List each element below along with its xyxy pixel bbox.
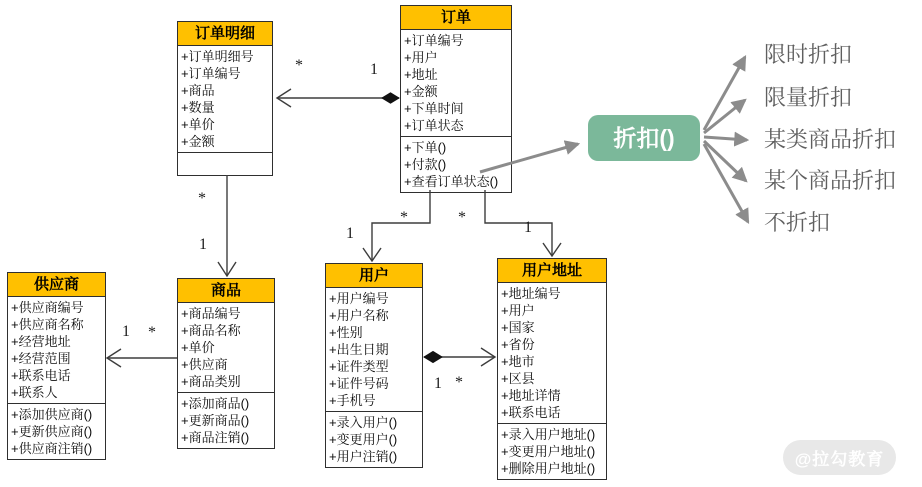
attribute: +经营范围 [11, 351, 71, 366]
attribute: +金额 [181, 134, 215, 149]
multiplicity-star: * [458, 209, 466, 226]
attribute: +单价 [181, 117, 215, 132]
watermark-text: @拉勾教育 [794, 450, 885, 469]
open-arrowhead [218, 262, 236, 276]
attribute: +用户 [501, 303, 535, 318]
class-supplier-attributes [8, 297, 105, 403]
class-supplier [7, 272, 106, 460]
attribute: +省份 [501, 337, 535, 352]
class-order-attributes [401, 30, 511, 136]
method: +供应商注销() [11, 441, 93, 456]
attribute: +下单时间 [404, 101, 464, 116]
open-arrowhead [481, 348, 495, 366]
attribute: +联系电话 [11, 368, 71, 383]
class-order [400, 5, 512, 193]
arrow-discount-to-type-1 [704, 57, 745, 130]
attribute: +用户名称 [329, 308, 389, 323]
class-supplier-methods [8, 403, 105, 459]
method: +下单() [404, 140, 447, 155]
multiplicity-star: * [400, 209, 408, 226]
attribute: +地市 [501, 354, 535, 369]
attribute: +订单明细号 [181, 49, 254, 64]
attribute: +联系人 [11, 385, 58, 400]
composition-diamond [424, 352, 442, 363]
class-product-title: 商品 [178, 279, 274, 303]
attribute: +出生日期 [329, 342, 389, 357]
arrow-discount-to-type-4 [704, 141, 746, 181]
discount-type-label: 某个商品折扣 [764, 168, 897, 193]
attribute: +手机号 [329, 393, 376, 408]
method: +付款() [404, 157, 447, 172]
method: +添加供应商() [11, 407, 93, 422]
attribute: +性别 [329, 325, 363, 340]
multiplicity-one: 1 [122, 323, 130, 340]
attribute: +供应商名称 [11, 317, 84, 332]
class-user-address-methods [498, 423, 606, 479]
class-user-address-attributes [498, 283, 606, 423]
attribute: +金额 [404, 84, 438, 99]
attribute: +地址详情 [501, 388, 561, 403]
attribute: +经营地址 [11, 334, 71, 349]
arrow-discount-to-type-5 [704, 144, 748, 222]
class-user-methods [326, 411, 422, 467]
attribute: +地址编号 [501, 286, 561, 301]
multiplicity-star: * [148, 324, 156, 341]
class-order-title: 订单 [401, 6, 511, 30]
multiplicity-star: * [295, 57, 303, 74]
composition-diamond [382, 93, 399, 103]
attribute: +订单编号 [404, 33, 464, 48]
arrow-discount-to-type-2 [704, 100, 745, 133]
discount-type-label: 限时折扣 [764, 42, 853, 67]
multiplicity-one: 1 [370, 61, 378, 78]
discount-type-label: 不折扣 [764, 210, 831, 235]
class-order-detail-attributes [178, 46, 272, 152]
association-order-address-line [485, 190, 552, 256]
multiplicity-one: 1 [524, 219, 532, 236]
attribute: +用户编号 [329, 291, 389, 306]
class-product-attributes [178, 303, 274, 392]
open-arrowhead [107, 349, 121, 367]
method: +变更用户() [329, 432, 398, 447]
class-order-methods [401, 136, 511, 192]
discount-type-label: 某类商品折扣 [764, 127, 897, 152]
method: +录入用户() [329, 415, 398, 430]
method: +删除用户地址() [501, 461, 596, 476]
method: +更新商品() [181, 413, 250, 428]
class-user-title: 用户 [326, 264, 422, 288]
class-order-detail-title: 订单明细 [178, 22, 272, 46]
method: +商品注销() [181, 430, 250, 445]
method: +添加商品() [181, 396, 250, 411]
method: +查看订单状态() [404, 174, 499, 189]
discount-node: 折扣() [588, 115, 700, 161]
attribute: +商品名称 [181, 323, 241, 338]
class-order-detail [177, 21, 273, 176]
attribute: +商品类别 [181, 374, 241, 389]
attribute: +订单编号 [181, 66, 241, 81]
class-product-methods [178, 392, 274, 448]
method: +更新供应商() [11, 424, 93, 439]
multiplicity-one: 1 [199, 236, 207, 253]
multiplicity-star: * [455, 374, 463, 391]
arrow-discount-to-type-3 [704, 137, 747, 140]
discount-type-label: 限量折扣 [764, 85, 853, 110]
attribute: +地址 [404, 67, 438, 82]
class-order-detail-methods-empty [178, 152, 272, 175]
attribute: +单价 [181, 340, 215, 355]
class-user-attributes [326, 288, 422, 411]
attribute: +供应商 [181, 357, 228, 372]
multiplicity-one: 1 [346, 225, 354, 242]
attribute: +订单状态 [404, 118, 464, 133]
open-arrowhead [363, 248, 381, 261]
attribute: +商品 [181, 83, 215, 98]
method: +录入用户地址() [501, 427, 596, 442]
attribute: +证件类型 [329, 359, 389, 374]
method: +变更用户地址() [501, 444, 596, 459]
attribute: +联系电话 [501, 405, 561, 420]
open-arrowhead [277, 89, 291, 107]
class-supplier-title: 供应商 [8, 273, 105, 297]
attribute: +国家 [501, 320, 535, 335]
class-product [177, 278, 275, 449]
attribute: +数量 [181, 100, 215, 115]
attribute: +供应商编号 [11, 300, 84, 315]
multiplicity-star: * [198, 190, 206, 207]
method: +用户注销() [329, 449, 398, 464]
attribute: +商品编号 [181, 306, 241, 321]
attribute: +区县 [501, 371, 535, 386]
class-user [325, 263, 423, 468]
attribute: +用户 [404, 50, 438, 65]
attribute: +证件号码 [329, 376, 389, 391]
class-user-address-title: 用户地址 [498, 259, 606, 283]
watermark-badge [783, 440, 896, 475]
class-user-address [497, 258, 607, 480]
open-arrowhead [543, 243, 561, 256]
multiplicity-one: 1 [434, 375, 442, 392]
